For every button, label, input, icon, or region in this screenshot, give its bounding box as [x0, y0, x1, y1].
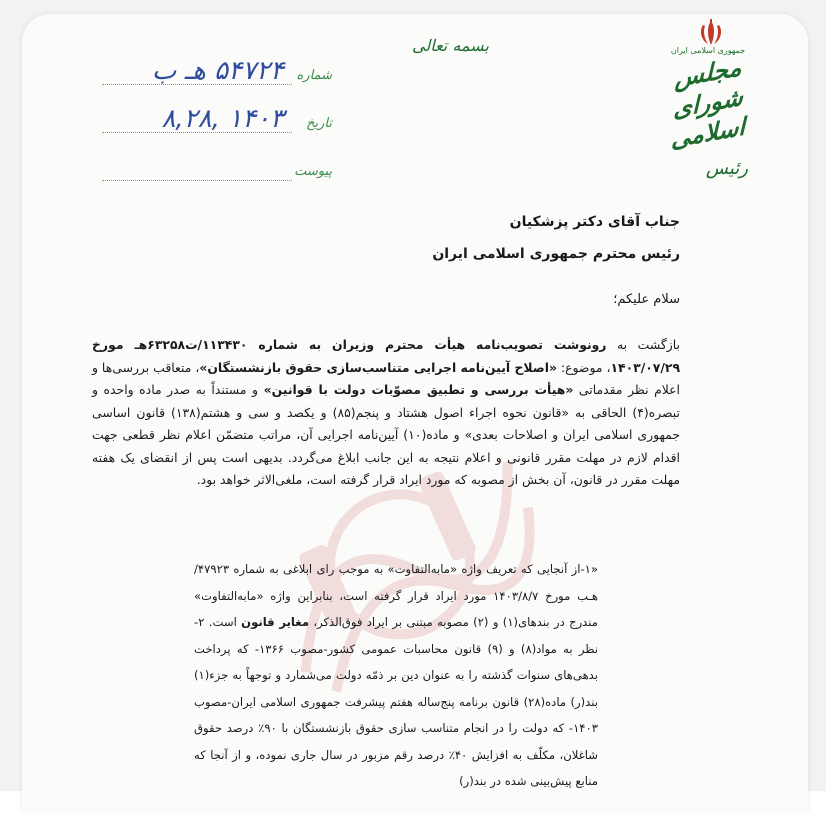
body-paragraph — [92, 334, 680, 492]
letter-page — [22, 14, 808, 814]
org-subtitle: جمهوری اسلامی ایران — [670, 46, 746, 55]
number-field — [82, 54, 332, 92]
body-text-5: و مستنداً به صدر ماده واحده و تبصره(۴) الحاقی به «قانون نحوه اجراء اصول هشتاد و پنجم(۸۵) و یکصد و سی و هشتم(۱۳۸) قانون اساسی جمهوری اسلامی ایران و اصلاحات بعدی» و ماده(۱۰) آیین‌نامه اجرایی آن، مراتب متضمّن اعلام نظر قطعی جهت اقدام لازم در مهلت مقرر قانونی و اعلام نتیجه به این جانب ابلاغ می‌گردد. بدیهی است پس از انقضای یک هفته مهلت مقرر در قانون، آن بخش از مصوبه که مورد ایراد قرار گرفته است، ملغی‌الاثر خواهد بود. — [92, 382, 680, 487]
date-field — [82, 102, 332, 140]
body-text-2: رونوشت تصویب‌نامه هیأت محترم وزیران به شماره ۱۱۳۴۳۰/ت۶۳۲۵۸هـ مورخ ۱۴۰۳/۰۷/۲۹ — [92, 337, 681, 375]
body-text-4: ، متعاقب بررسی‌ها و اعلام نظر مقدماتی — [92, 359, 680, 397]
addressee — [260, 206, 680, 270]
number-label: شماره — [296, 68, 332, 83]
quote-text-2: است. ۲-نظر به مواد(۸) و (۹) قانون محاسبات عمومی کشور-مصوب ۱۳۶۶- که پرداخت بدهی‌های سنوات گذشته را به عنوان دین بر ذمّه دولت می‌شمارد و توجهاً به جزء(۱) بند(ر) ماده(۲۸) قانون برنامه پنج‌ساله هفتم پیشرفت جمهوری اسلامی ایران-مصوب ۱۴۰۳- که دولت را در انجام متناسب سازی حقوق بازنشستگان با ۹۰٪ درصد حقوق شاغلان، مکلّف به افزایش ۴۰٪ درصد رقم مزبور در سال جاری نموده، و از آنجا که منابع پیش‌بینی شده در بند(ر) — [194, 615, 598, 788]
org-role: رئیس — [705, 158, 748, 179]
body-text-3: ، موضوع: — [557, 359, 611, 375]
number-value: ۵۴۷۲۴ هـ ب — [151, 56, 284, 86]
body-board-name: «هیأت بررسی و تطبیق مصوّبات دولت با قوانین» — [263, 382, 574, 397]
addressee-title: رئیس محترم جمهوری اسلامی ایران — [432, 246, 680, 262]
iran-emblem-icon — [696, 18, 726, 48]
body-text-1: بازگشت به — [606, 337, 680, 352]
attachment-label: پیوست — [294, 164, 332, 179]
besmellah: بسمه تعالی — [412, 36, 489, 55]
quoted-clause — [194, 556, 598, 795]
attachment-line — [102, 180, 292, 181]
quote-bold: مغایر قانون — [241, 615, 309, 629]
greeting: سلام علیکم؛ — [613, 292, 680, 307]
letterhead — [648, 46, 768, 179]
addressee-name: جناب آقای دکتر پزشکیان — [509, 214, 680, 230]
body-subject: «اصلاح آیین‌نامه اجرایی متناسب‌سازی حقوق بازنشستگان» — [199, 359, 558, 375]
date-label: تاریخ — [306, 116, 332, 131]
quote-text-1: «۱-از آنجایی که تعریف واژه «مابه‌التفاوت» به موجب رای ابلاغی به شماره ۴۷۹۲۳/هـب مورخ ۱۴۰۳/۸/۷ مورد ایراد قرار گرفته است، بنابراین واژه «مابه‌التفاوت» مندرج در بندهای(۱) و (۲) مصوبه مبتنی بر ایراد فوق‌الذکر، — [194, 562, 598, 629]
attachment-field — [82, 150, 332, 188]
date-value: ۱۴۰۳ ,۸,۲۸ — [161, 104, 284, 134]
letter-meta — [82, 54, 332, 198]
org-name: مجلس شورای اسلامی — [671, 52, 745, 154]
